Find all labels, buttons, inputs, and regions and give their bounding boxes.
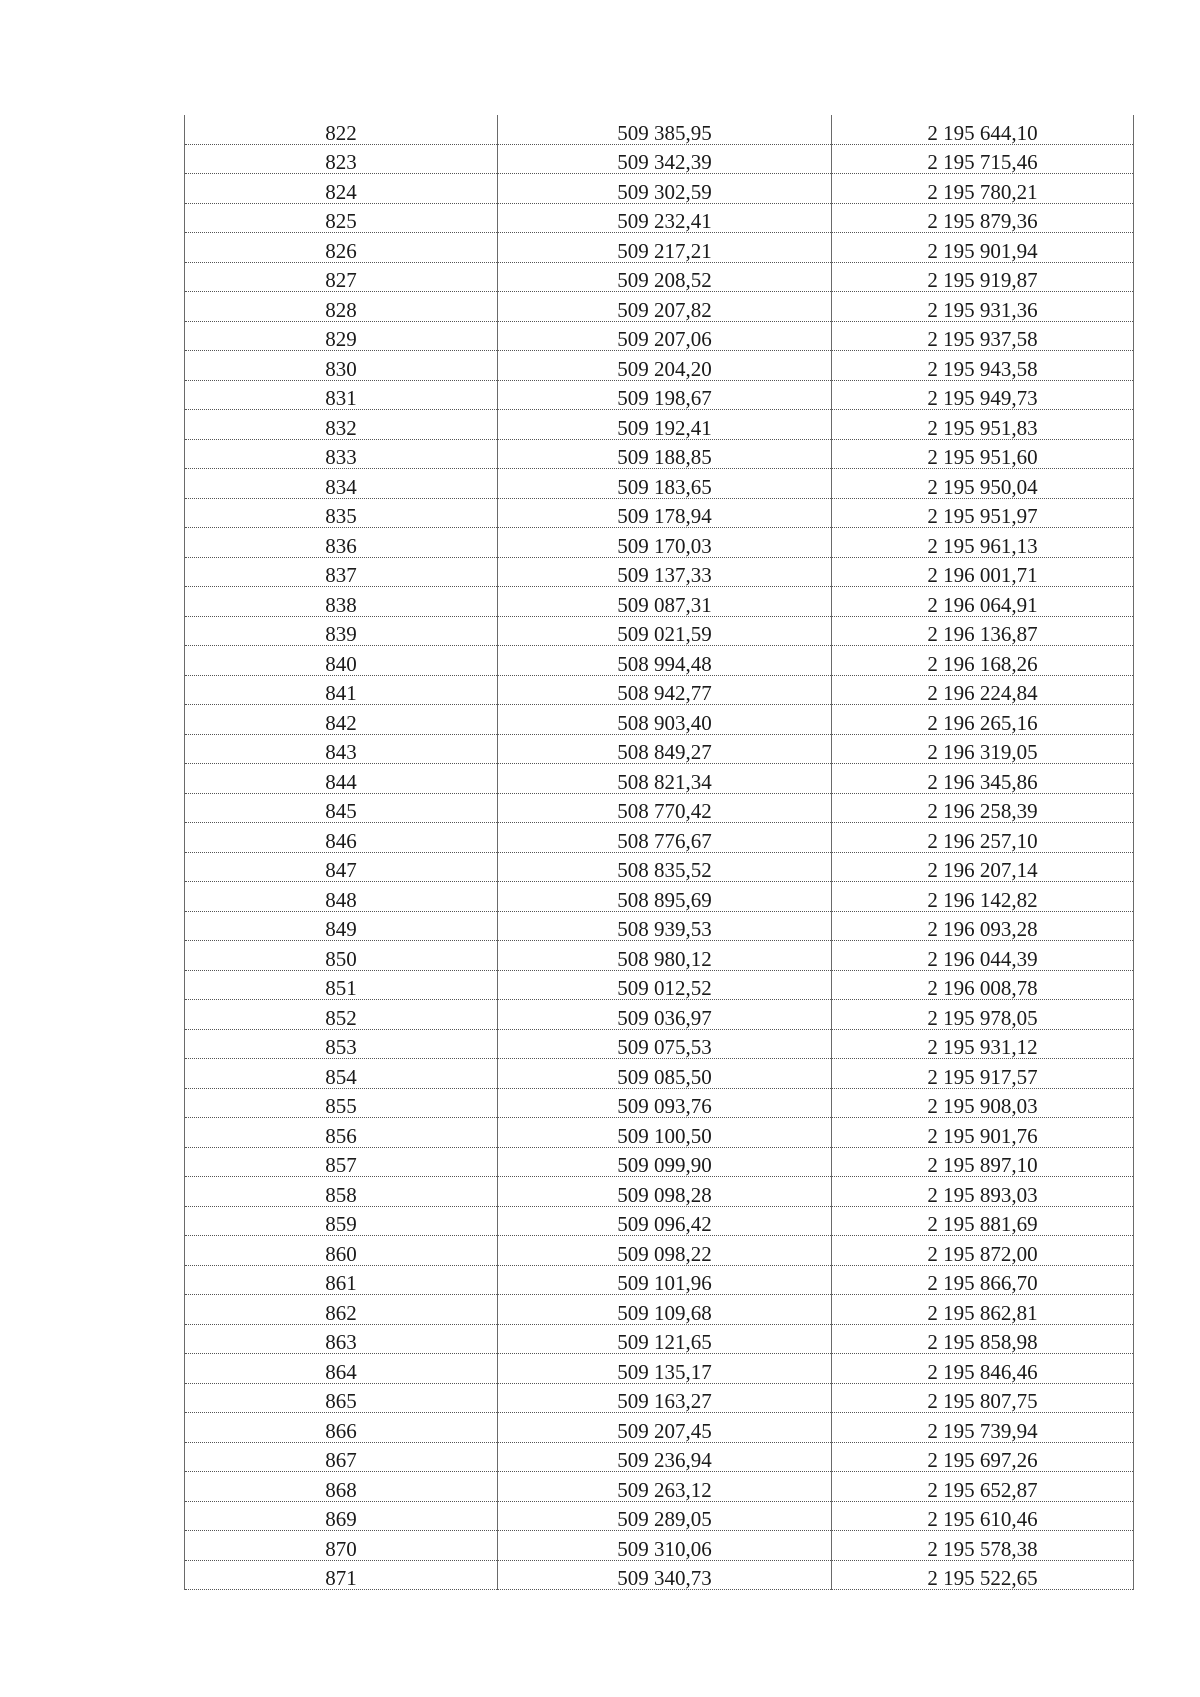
coordinates-table <box>184 115 1134 1590</box>
point-number-cell: 840 <box>185 646 498 676</box>
x-coordinate-cell: 508 980,12 <box>498 941 832 971</box>
x-coordinate-cell: 509 385,95 <box>498 115 832 144</box>
table-row <box>185 1177 1134 1207</box>
y-coordinate-cell: 2 196 224,84 <box>832 675 1134 705</box>
x-coordinate-cell: 509 192,41 <box>498 410 832 440</box>
point-number-cell: 824 <box>185 174 498 204</box>
table-row <box>185 1236 1134 1266</box>
table-row <box>185 1560 1134 1590</box>
y-coordinate-cell: 2 195 610,46 <box>832 1501 1134 1531</box>
y-coordinate-cell: 2 196 168,26 <box>832 646 1134 676</box>
y-coordinate-cell: 2 195 780,21 <box>832 174 1134 204</box>
y-coordinate-cell: 2 195 897,10 <box>832 1147 1134 1177</box>
x-coordinate-cell: 509 340,73 <box>498 1560 832 1590</box>
x-coordinate-cell: 509 109,68 <box>498 1295 832 1325</box>
x-coordinate-cell: 509 075,53 <box>498 1029 832 1059</box>
y-coordinate-cell: 2 196 008,78 <box>832 970 1134 1000</box>
point-number-cell: 828 <box>185 292 498 322</box>
x-coordinate-cell: 508 994,48 <box>498 646 832 676</box>
y-coordinate-cell: 2 195 937,58 <box>832 321 1134 351</box>
y-coordinate-cell: 2 195 739,94 <box>832 1413 1134 1443</box>
table-row <box>185 115 1134 144</box>
point-number-cell: 842 <box>185 705 498 735</box>
x-coordinate-cell: 509 036,97 <box>498 1000 832 1030</box>
point-number-cell: 871 <box>185 1560 498 1590</box>
point-number-cell: 862 <box>185 1295 498 1325</box>
y-coordinate-cell: 2 196 207,14 <box>832 852 1134 882</box>
table-row <box>185 941 1134 971</box>
y-coordinate-cell: 2 195 951,60 <box>832 439 1134 469</box>
point-number-cell: 861 <box>185 1265 498 1295</box>
x-coordinate-cell: 509 263,12 <box>498 1472 832 1502</box>
point-number-cell: 870 <box>185 1531 498 1561</box>
x-coordinate-cell: 508 939,53 <box>498 911 832 941</box>
point-number-cell: 823 <box>185 144 498 174</box>
y-coordinate-cell: 2 195 949,73 <box>832 380 1134 410</box>
x-coordinate-cell: 509 121,65 <box>498 1324 832 1354</box>
point-number-cell: 829 <box>185 321 498 351</box>
x-coordinate-cell: 508 942,77 <box>498 675 832 705</box>
x-coordinate-cell: 509 232,41 <box>498 203 832 233</box>
y-coordinate-cell: 2 195 950,04 <box>832 469 1134 499</box>
x-coordinate-cell: 509 099,90 <box>498 1147 832 1177</box>
table-row <box>185 970 1134 1000</box>
table-row <box>185 587 1134 617</box>
table-row <box>185 1118 1134 1148</box>
table-row <box>185 1354 1134 1384</box>
y-coordinate-cell: 2 196 064,91 <box>832 587 1134 617</box>
table-row <box>185 144 1134 174</box>
table-row <box>185 203 1134 233</box>
point-number-cell: 868 <box>185 1472 498 1502</box>
y-coordinate-cell: 2 195 578,38 <box>832 1531 1134 1561</box>
table-row <box>185 1147 1134 1177</box>
point-number-cell: 845 <box>185 793 498 823</box>
point-number-cell: 858 <box>185 1177 498 1207</box>
point-number-cell: 834 <box>185 469 498 499</box>
point-number-cell: 827 <box>185 262 498 292</box>
x-coordinate-cell: 509 087,31 <box>498 587 832 617</box>
table-row <box>185 1206 1134 1236</box>
point-number-cell: 838 <box>185 587 498 617</box>
table-row <box>185 882 1134 912</box>
point-number-cell: 847 <box>185 852 498 882</box>
point-number-cell: 831 <box>185 380 498 410</box>
y-coordinate-cell: 2 195 715,46 <box>832 144 1134 174</box>
x-coordinate-cell: 509 098,22 <box>498 1236 832 1266</box>
x-coordinate-cell: 509 207,06 <box>498 321 832 351</box>
table-row <box>185 498 1134 528</box>
table-row <box>185 351 1134 381</box>
x-coordinate-cell: 509 163,27 <box>498 1383 832 1413</box>
x-coordinate-cell: 508 821,34 <box>498 764 832 794</box>
table-row <box>185 616 1134 646</box>
point-number-cell: 852 <box>185 1000 498 1030</box>
x-coordinate-cell: 508 895,69 <box>498 882 832 912</box>
y-coordinate-cell: 2 196 319,05 <box>832 734 1134 764</box>
point-number-cell: 857 <box>185 1147 498 1177</box>
point-number-cell: 839 <box>185 616 498 646</box>
x-coordinate-cell: 509 207,45 <box>498 1413 832 1443</box>
point-number-cell: 856 <box>185 1118 498 1148</box>
point-number-cell: 841 <box>185 675 498 705</box>
x-coordinate-cell: 509 137,33 <box>498 557 832 587</box>
x-coordinate-cell: 509 217,21 <box>498 233 832 263</box>
table-row <box>185 1413 1134 1443</box>
x-coordinate-cell: 509 135,17 <box>498 1354 832 1384</box>
y-coordinate-cell: 2 195 978,05 <box>832 1000 1134 1030</box>
y-coordinate-cell: 2 196 142,82 <box>832 882 1134 912</box>
y-coordinate-cell: 2 195 881,69 <box>832 1206 1134 1236</box>
x-coordinate-cell: 509 208,52 <box>498 262 832 292</box>
y-coordinate-cell: 2 195 917,57 <box>832 1059 1134 1089</box>
y-coordinate-cell: 2 196 265,16 <box>832 705 1134 735</box>
x-coordinate-cell: 508 903,40 <box>498 705 832 735</box>
point-number-cell: 869 <box>185 1501 498 1531</box>
x-coordinate-cell: 508 776,67 <box>498 823 832 853</box>
y-coordinate-cell: 2 196 136,87 <box>832 616 1134 646</box>
point-number-cell: 825 <box>185 203 498 233</box>
table-row <box>185 911 1134 941</box>
y-coordinate-cell: 2 195 866,70 <box>832 1265 1134 1295</box>
point-number-cell: 846 <box>185 823 498 853</box>
point-number-cell: 866 <box>185 1413 498 1443</box>
y-coordinate-cell: 2 196 345,86 <box>832 764 1134 794</box>
table-row <box>185 1059 1134 1089</box>
y-coordinate-cell: 2 195 931,36 <box>832 292 1134 322</box>
table-row <box>185 793 1134 823</box>
x-coordinate-cell: 508 770,42 <box>498 793 832 823</box>
point-number-cell: 832 <box>185 410 498 440</box>
point-number-cell: 826 <box>185 233 498 263</box>
y-coordinate-cell: 2 195 862,81 <box>832 1295 1134 1325</box>
point-number-cell: 859 <box>185 1206 498 1236</box>
x-coordinate-cell: 509 310,06 <box>498 1531 832 1561</box>
point-number-cell: 843 <box>185 734 498 764</box>
table-row <box>185 380 1134 410</box>
table-row <box>185 1442 1134 1472</box>
y-coordinate-cell: 2 195 951,97 <box>832 498 1134 528</box>
point-number-cell: 855 <box>185 1088 498 1118</box>
table-row <box>185 292 1134 322</box>
x-coordinate-cell: 509 289,05 <box>498 1501 832 1531</box>
point-number-cell: 864 <box>185 1354 498 1384</box>
table-row <box>185 705 1134 735</box>
table-row <box>185 1265 1134 1295</box>
y-coordinate-cell: 2 195 858,98 <box>832 1324 1134 1354</box>
y-coordinate-cell: 2 195 901,94 <box>832 233 1134 263</box>
y-coordinate-cell: 2 195 951,83 <box>832 410 1134 440</box>
point-number-cell: 837 <box>185 557 498 587</box>
table-row <box>185 1295 1134 1325</box>
point-number-cell: 865 <box>185 1383 498 1413</box>
table-row <box>185 410 1134 440</box>
table-row <box>185 1000 1134 1030</box>
x-coordinate-cell: 509 170,03 <box>498 528 832 558</box>
table-row <box>185 675 1134 705</box>
x-coordinate-cell: 509 204,20 <box>498 351 832 381</box>
point-number-cell: 853 <box>185 1029 498 1059</box>
x-coordinate-cell: 509 101,96 <box>498 1265 832 1295</box>
y-coordinate-cell: 2 195 807,75 <box>832 1383 1134 1413</box>
point-number-cell: 849 <box>185 911 498 941</box>
table-row <box>185 646 1134 676</box>
y-coordinate-cell: 2 195 931,12 <box>832 1029 1134 1059</box>
y-coordinate-cell: 2 195 872,00 <box>832 1236 1134 1266</box>
point-number-cell: 854 <box>185 1059 498 1089</box>
table-row <box>185 528 1134 558</box>
y-coordinate-cell: 2 195 893,03 <box>832 1177 1134 1207</box>
x-coordinate-cell: 509 198,67 <box>498 380 832 410</box>
x-coordinate-cell: 509 085,50 <box>498 1059 832 1089</box>
x-coordinate-cell: 509 096,42 <box>498 1206 832 1236</box>
x-coordinate-cell: 509 342,39 <box>498 144 832 174</box>
table-row <box>185 1383 1134 1413</box>
table-row <box>185 764 1134 794</box>
table-row <box>185 1029 1134 1059</box>
y-coordinate-cell: 2 195 652,87 <box>832 1472 1134 1502</box>
x-coordinate-cell: 509 188,85 <box>498 439 832 469</box>
x-coordinate-cell: 509 021,59 <box>498 616 832 646</box>
point-number-cell: 863 <box>185 1324 498 1354</box>
x-coordinate-cell: 509 100,50 <box>498 1118 832 1148</box>
table-row <box>185 734 1134 764</box>
y-coordinate-cell: 2 195 908,03 <box>832 1088 1134 1118</box>
x-coordinate-cell: 509 098,28 <box>498 1177 832 1207</box>
point-number-cell: 867 <box>185 1442 498 1472</box>
table-row <box>185 233 1134 263</box>
x-coordinate-cell: 509 012,52 <box>498 970 832 1000</box>
x-coordinate-cell: 509 183,65 <box>498 469 832 499</box>
y-coordinate-cell: 2 196 257,10 <box>832 823 1134 853</box>
point-number-cell: 850 <box>185 941 498 971</box>
y-coordinate-cell: 2 196 258,39 <box>832 793 1134 823</box>
table-row <box>185 321 1134 351</box>
y-coordinate-cell: 2 195 846,46 <box>832 1354 1134 1384</box>
point-number-cell: 844 <box>185 764 498 794</box>
point-number-cell: 836 <box>185 528 498 558</box>
coordinates-table-body <box>185 115 1134 1590</box>
table-row <box>185 262 1134 292</box>
y-coordinate-cell: 2 196 093,28 <box>832 911 1134 941</box>
table-row <box>185 1472 1134 1502</box>
point-number-cell: 822 <box>185 115 498 144</box>
point-number-cell: 851 <box>185 970 498 1000</box>
y-coordinate-cell: 2 196 044,39 <box>832 941 1134 971</box>
y-coordinate-cell: 2 195 879,36 <box>832 203 1134 233</box>
y-coordinate-cell: 2 195 901,76 <box>832 1118 1134 1148</box>
table-row <box>185 1501 1134 1531</box>
x-coordinate-cell: 508 835,52 <box>498 852 832 882</box>
table-row <box>185 823 1134 853</box>
table-row <box>185 439 1134 469</box>
y-coordinate-cell: 2 195 943,58 <box>832 351 1134 381</box>
x-coordinate-cell: 509 093,76 <box>498 1088 832 1118</box>
table-row <box>185 1531 1134 1561</box>
table-row <box>185 1324 1134 1354</box>
x-coordinate-cell: 508 849,27 <box>498 734 832 764</box>
point-number-cell: 830 <box>185 351 498 381</box>
point-number-cell: 835 <box>185 498 498 528</box>
table-row <box>185 852 1134 882</box>
y-coordinate-cell: 2 196 001,71 <box>832 557 1134 587</box>
x-coordinate-cell: 509 302,59 <box>498 174 832 204</box>
y-coordinate-cell: 2 195 919,87 <box>832 262 1134 292</box>
x-coordinate-cell: 509 207,82 <box>498 292 832 322</box>
table-row <box>185 1088 1134 1118</box>
table-row <box>185 469 1134 499</box>
y-coordinate-cell: 2 195 961,13 <box>832 528 1134 558</box>
point-number-cell: 848 <box>185 882 498 912</box>
y-coordinate-cell: 2 195 697,26 <box>832 1442 1134 1472</box>
table-row <box>185 557 1134 587</box>
point-number-cell: 833 <box>185 439 498 469</box>
point-number-cell: 860 <box>185 1236 498 1266</box>
y-coordinate-cell: 2 195 644,10 <box>832 115 1134 144</box>
x-coordinate-cell: 509 178,94 <box>498 498 832 528</box>
x-coordinate-cell: 509 236,94 <box>498 1442 832 1472</box>
table-row <box>185 174 1134 204</box>
y-coordinate-cell: 2 195 522,65 <box>832 1560 1134 1590</box>
